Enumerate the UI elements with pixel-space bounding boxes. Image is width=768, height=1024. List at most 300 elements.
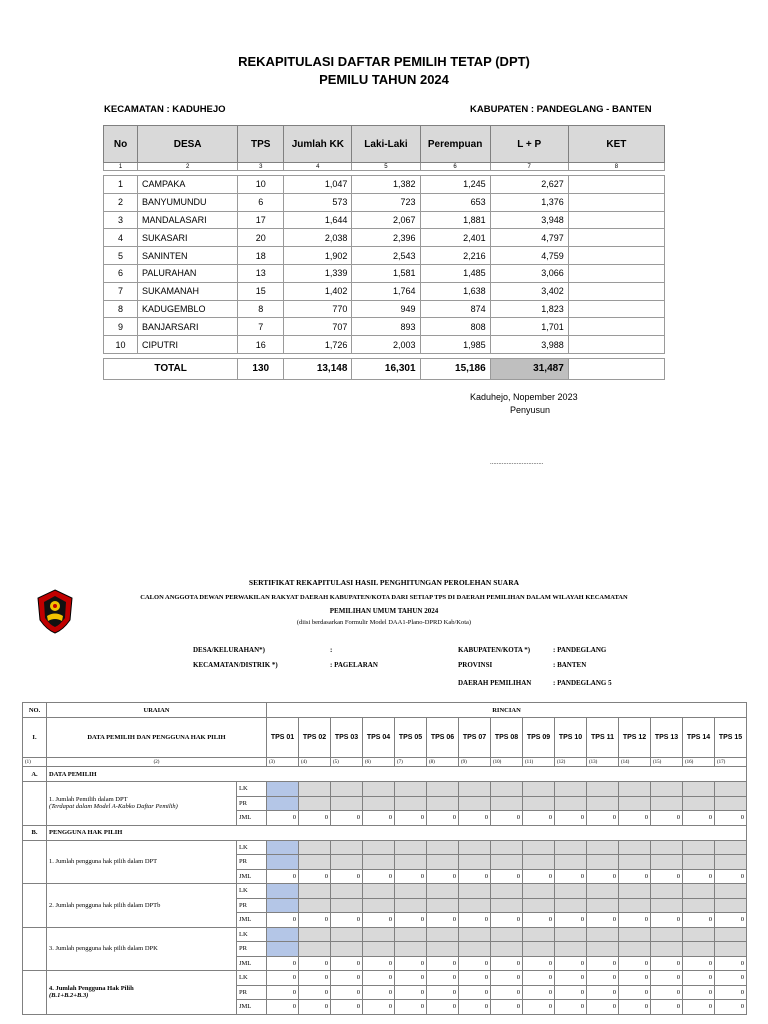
value-cell bbox=[619, 898, 651, 913]
column-index: 1 bbox=[104, 163, 138, 171]
table-cell: 18 bbox=[238, 247, 284, 265]
value-cell bbox=[459, 840, 491, 855]
value-cell bbox=[523, 884, 555, 899]
a1-label-line: (Terdapat dalam Model A-Kabko Daftar Pemilih) bbox=[49, 803, 178, 811]
column-header: L + P bbox=[490, 126, 568, 163]
value-cell: 0 bbox=[299, 811, 331, 826]
gender-label: PR bbox=[237, 898, 267, 913]
value-cell bbox=[715, 782, 747, 797]
value-cell bbox=[587, 796, 619, 811]
table-cell: 7 bbox=[238, 318, 284, 336]
section-row bbox=[23, 767, 747, 782]
section-no: A. bbox=[23, 767, 47, 782]
value-cell: 0 bbox=[651, 811, 683, 826]
value-cell: 0 bbox=[587, 913, 619, 928]
table-cell: 2,038 bbox=[284, 229, 352, 247]
value-cell bbox=[651, 855, 683, 870]
dapil-value: : PANDEGLANG 5 bbox=[553, 679, 612, 687]
table-cell: 6 bbox=[238, 193, 284, 211]
value-cell: 0 bbox=[395, 956, 427, 971]
tps-header: TPS 06 bbox=[427, 718, 459, 758]
value-cell bbox=[619, 884, 651, 899]
value-cell bbox=[395, 782, 427, 797]
column-index: 2 bbox=[138, 163, 238, 171]
total-kk: 13,148 bbox=[284, 358, 352, 379]
value-cell: 0 bbox=[683, 956, 715, 971]
table-cell: MANDALASARI bbox=[138, 211, 238, 229]
table-cell: 1,339 bbox=[284, 264, 352, 282]
table-row bbox=[104, 282, 665, 300]
table-cell: 4,759 bbox=[490, 247, 568, 265]
value-cell bbox=[619, 927, 651, 942]
value-cell: 0 bbox=[523, 869, 555, 884]
value-cell: 0 bbox=[683, 869, 715, 884]
signature-role: Penyusun bbox=[510, 405, 551, 415]
tps-header: TPS 07 bbox=[459, 718, 491, 758]
table-cell: 5 bbox=[104, 247, 138, 265]
report-subtitle: PEMILU TAHUN 2024 bbox=[319, 72, 449, 87]
value-cell: 0 bbox=[363, 956, 395, 971]
table-row bbox=[104, 300, 665, 318]
value-cell: 0 bbox=[683, 985, 715, 1000]
value-cell: 0 bbox=[619, 1000, 651, 1015]
table-cell: 3 bbox=[104, 211, 138, 229]
table-cell: 707 bbox=[284, 318, 352, 336]
gender-label: JML bbox=[237, 956, 267, 971]
value-cell: 0 bbox=[299, 985, 331, 1000]
value-cell bbox=[587, 927, 619, 942]
value-cell: 0 bbox=[491, 1000, 523, 1015]
row-no bbox=[23, 840, 47, 884]
value-cell: 0 bbox=[331, 811, 363, 826]
value-cell bbox=[651, 782, 683, 797]
table-cell: 1,902 bbox=[284, 247, 352, 265]
value-cell bbox=[683, 855, 715, 870]
signature-line: ................................ bbox=[490, 460, 544, 466]
value-cell bbox=[491, 927, 523, 942]
table-cell: BANJARSARI bbox=[138, 318, 238, 336]
signature-place-date: Kaduhejo, Nopember 2023 bbox=[470, 392, 578, 402]
value-cell bbox=[651, 884, 683, 899]
value-cell: 0 bbox=[459, 913, 491, 928]
value-cell bbox=[683, 942, 715, 957]
table-cell: 1,764 bbox=[352, 282, 420, 300]
desa-label: DESA/KELURAHAN*) bbox=[193, 646, 265, 654]
table-cell: 3,066 bbox=[490, 264, 568, 282]
value-cell bbox=[267, 796, 299, 811]
value-cell bbox=[683, 884, 715, 899]
b4-lk bbox=[23, 971, 747, 986]
kabupaten-label: KABUPATEN : PANDEGLANG - BANTEN bbox=[470, 104, 652, 115]
value-cell: 0 bbox=[459, 1000, 491, 1015]
value-cell bbox=[331, 898, 363, 913]
roman-number: I. bbox=[23, 718, 47, 758]
value-cell bbox=[491, 884, 523, 899]
value-cell: 0 bbox=[651, 913, 683, 928]
value-cell: 0 bbox=[555, 985, 587, 1000]
gender-label: LK bbox=[237, 840, 267, 855]
value-cell bbox=[523, 927, 555, 942]
table-cell: 1,581 bbox=[352, 264, 420, 282]
value-cell: 0 bbox=[363, 1000, 395, 1015]
dapil-label: DAERAH PEMILIHAN bbox=[458, 679, 532, 687]
column-index: (7) bbox=[395, 758, 427, 767]
b4-label-line: (B.1+B.2+B.3) bbox=[49, 992, 89, 1000]
b1-label-line: 1. Jumlah pengguna hak pilih dalam DPT bbox=[49, 858, 158, 866]
column-index: (15) bbox=[651, 758, 683, 767]
value-cell bbox=[299, 782, 331, 797]
value-cell bbox=[619, 782, 651, 797]
value-cell: 0 bbox=[331, 956, 363, 971]
value-cell bbox=[587, 884, 619, 899]
table-cell: 2,627 bbox=[490, 176, 568, 194]
column-index: (1) bbox=[23, 758, 47, 767]
column-index: (16) bbox=[683, 758, 715, 767]
kecamatan-label: KECAMATAN : KADUHEJO bbox=[104, 104, 226, 115]
value-cell: 0 bbox=[555, 956, 587, 971]
tps-header-row bbox=[23, 718, 747, 758]
value-cell bbox=[651, 942, 683, 957]
table-cell: 1,701 bbox=[490, 318, 568, 336]
table-cell: 1,382 bbox=[352, 176, 420, 194]
provinsi-value: : BANTEN bbox=[553, 661, 587, 669]
b2-label bbox=[47, 884, 237, 928]
column-header: Jumlah KK bbox=[284, 126, 352, 163]
certificate-note: (diisi berdasarkan Formulir Model DAA1-Plano-DPRD Kab/Kota) bbox=[296, 619, 472, 626]
value-cell: 0 bbox=[363, 869, 395, 884]
value-cell bbox=[523, 942, 555, 957]
value-cell bbox=[459, 782, 491, 797]
table-cell: 1 bbox=[104, 176, 138, 194]
b4-label-line: 4. Jumlah Pengguna Hak Pilih bbox=[49, 984, 134, 992]
certificate-title: SERTIFIKAT REKAPITULASI HASIL PENGHITUNGAN PEROLEHAN SUARA bbox=[248, 578, 520, 587]
value-cell bbox=[331, 840, 363, 855]
value-cell: 0 bbox=[267, 1000, 299, 1015]
tps-header: TPS 12 bbox=[619, 718, 651, 758]
value-cell: 0 bbox=[587, 1000, 619, 1015]
value-cell bbox=[555, 927, 587, 942]
table-cell bbox=[568, 318, 664, 336]
column-index: (2) bbox=[47, 758, 267, 767]
table-cell: 9 bbox=[104, 318, 138, 336]
column-index: (10) bbox=[491, 758, 523, 767]
table-cell: 1,823 bbox=[490, 300, 568, 318]
value-cell: 0 bbox=[491, 985, 523, 1000]
value-cell bbox=[491, 855, 523, 870]
value-cell: 0 bbox=[363, 985, 395, 1000]
value-cell bbox=[427, 927, 459, 942]
value-cell: 0 bbox=[395, 971, 427, 986]
value-cell: 0 bbox=[683, 971, 715, 986]
certificate-table bbox=[22, 702, 747, 1015]
value-cell bbox=[651, 927, 683, 942]
value-cell bbox=[619, 942, 651, 957]
data-header: DATA PEMILIH DAN PENGGUNA HAK PILIH bbox=[47, 718, 267, 758]
value-cell: 0 bbox=[459, 971, 491, 986]
table-cell bbox=[568, 282, 664, 300]
value-cell: 0 bbox=[651, 971, 683, 986]
table-cell bbox=[568, 176, 664, 194]
column-index: (6) bbox=[363, 758, 395, 767]
value-cell: 0 bbox=[267, 971, 299, 986]
table-row bbox=[104, 176, 665, 194]
table-cell: 1,485 bbox=[420, 264, 490, 282]
value-cell bbox=[299, 840, 331, 855]
column-index: (8) bbox=[427, 758, 459, 767]
value-cell: 0 bbox=[715, 811, 747, 826]
column-index: (9) bbox=[459, 758, 491, 767]
value-cell bbox=[555, 898, 587, 913]
table-cell bbox=[568, 264, 664, 282]
dpt-table bbox=[103, 125, 665, 380]
table-cell: 7 bbox=[104, 282, 138, 300]
no-header: NO. bbox=[23, 703, 47, 718]
table-row bbox=[104, 247, 665, 265]
total-perempuan: 15,186 bbox=[420, 358, 490, 379]
table-cell: 1,985 bbox=[420, 336, 490, 354]
table-cell: 573 bbox=[284, 193, 352, 211]
table-cell: 3,402 bbox=[490, 282, 568, 300]
value-cell: 0 bbox=[683, 913, 715, 928]
value-cell: 0 bbox=[555, 869, 587, 884]
value-cell: 0 bbox=[427, 913, 459, 928]
table-cell: 3,948 bbox=[490, 211, 568, 229]
table-cell: 10 bbox=[104, 336, 138, 354]
value-cell bbox=[651, 796, 683, 811]
table-cell: 10 bbox=[238, 176, 284, 194]
column-header: KET bbox=[568, 126, 664, 163]
value-cell bbox=[427, 796, 459, 811]
gender-label: PR bbox=[237, 855, 267, 870]
table-cell: 1,644 bbox=[284, 211, 352, 229]
value-cell: 0 bbox=[587, 811, 619, 826]
tps-header: TPS 14 bbox=[683, 718, 715, 758]
value-cell bbox=[395, 927, 427, 942]
value-cell: 0 bbox=[427, 869, 459, 884]
value-cell bbox=[299, 884, 331, 899]
value-cell bbox=[267, 898, 299, 913]
value-cell: 0 bbox=[683, 811, 715, 826]
value-cell bbox=[363, 796, 395, 811]
value-cell: 0 bbox=[427, 971, 459, 986]
table-cell: 8 bbox=[238, 300, 284, 318]
table-cell bbox=[568, 300, 664, 318]
value-cell bbox=[587, 942, 619, 957]
value-cell bbox=[459, 942, 491, 957]
value-cell bbox=[555, 840, 587, 855]
value-cell bbox=[459, 898, 491, 913]
value-cell bbox=[299, 855, 331, 870]
value-cell: 0 bbox=[715, 956, 747, 971]
value-cell bbox=[715, 927, 747, 942]
value-cell: 0 bbox=[651, 956, 683, 971]
value-cell bbox=[395, 884, 427, 899]
table-cell: KADUGEMBLO bbox=[138, 300, 238, 318]
value-cell bbox=[587, 855, 619, 870]
table-cell: 1,245 bbox=[420, 176, 490, 194]
table-cell bbox=[568, 211, 664, 229]
value-cell bbox=[523, 782, 555, 797]
value-cell bbox=[683, 898, 715, 913]
table-cell bbox=[568, 193, 664, 211]
table-cell: 4 bbox=[104, 229, 138, 247]
value-cell: 0 bbox=[395, 913, 427, 928]
value-cell bbox=[683, 927, 715, 942]
tps-header: TPS 05 bbox=[395, 718, 427, 758]
column-header: No bbox=[104, 126, 138, 163]
value-cell bbox=[267, 840, 299, 855]
value-cell: 0 bbox=[715, 869, 747, 884]
value-cell bbox=[619, 840, 651, 855]
gender-label: JML bbox=[237, 913, 267, 928]
value-cell bbox=[427, 855, 459, 870]
value-cell bbox=[619, 796, 651, 811]
a1-label bbox=[47, 782, 237, 826]
row-no bbox=[23, 971, 47, 1015]
value-cell bbox=[555, 855, 587, 870]
table-cell: SUKASARI bbox=[138, 229, 238, 247]
value-cell bbox=[331, 884, 363, 899]
value-cell: 0 bbox=[459, 811, 491, 826]
row-no bbox=[23, 884, 47, 928]
table-cell: 723 bbox=[352, 193, 420, 211]
value-cell bbox=[427, 840, 459, 855]
column-index: (11) bbox=[523, 758, 555, 767]
desa-value: : bbox=[330, 646, 333, 654]
b4-label bbox=[47, 971, 237, 1015]
value-cell: 0 bbox=[619, 913, 651, 928]
table-cell: 2,543 bbox=[352, 247, 420, 265]
value-cell: 0 bbox=[491, 913, 523, 928]
b2-label-line: 2. Jumlah pengguna hak pilih dalam DPTb bbox=[49, 901, 161, 909]
value-cell bbox=[459, 796, 491, 811]
value-cell bbox=[555, 796, 587, 811]
certificate-subtitle-2: PEMILIHAN UMUM TAHUN 2024 bbox=[329, 607, 439, 615]
table-cell bbox=[568, 336, 664, 354]
value-cell bbox=[683, 796, 715, 811]
tps-header: TPS 11 bbox=[587, 718, 619, 758]
table-cell: BANYUMUNDU bbox=[138, 193, 238, 211]
table-cell: 2 bbox=[104, 193, 138, 211]
value-cell: 0 bbox=[363, 971, 395, 986]
total-lp: 31,487 bbox=[490, 358, 568, 379]
b2-lk bbox=[23, 884, 747, 899]
table-row bbox=[104, 318, 665, 336]
value-cell bbox=[555, 884, 587, 899]
value-cell bbox=[395, 942, 427, 957]
value-cell bbox=[587, 898, 619, 913]
gender-label: JML bbox=[237, 811, 267, 826]
gender-label: PR bbox=[237, 942, 267, 957]
value-cell: 0 bbox=[459, 985, 491, 1000]
gender-label: PR bbox=[237, 796, 267, 811]
value-cell: 0 bbox=[651, 1000, 683, 1015]
value-cell bbox=[459, 927, 491, 942]
column-header: Laki-Laki bbox=[352, 126, 420, 163]
value-cell: 0 bbox=[427, 985, 459, 1000]
table-cell: 3,988 bbox=[490, 336, 568, 354]
tps-header: TPS 03 bbox=[331, 718, 363, 758]
table-cell bbox=[568, 247, 664, 265]
table-cell: 653 bbox=[420, 193, 490, 211]
column-index: (13) bbox=[587, 758, 619, 767]
table-cell: 808 bbox=[420, 318, 490, 336]
report-title: REKAPITULASI DAFTAR PEMILIH TETAP (DPT) bbox=[238, 54, 530, 69]
value-cell bbox=[491, 898, 523, 913]
value-cell bbox=[651, 840, 683, 855]
section-label: PENGGUNA HAK PILIH bbox=[47, 825, 747, 840]
column-index: 8 bbox=[568, 163, 664, 171]
table-cell: 20 bbox=[238, 229, 284, 247]
value-cell: 0 bbox=[523, 913, 555, 928]
value-cell bbox=[523, 796, 555, 811]
gender-label: LK bbox=[237, 927, 267, 942]
table-cell: 6 bbox=[104, 264, 138, 282]
value-cell bbox=[331, 855, 363, 870]
table-row bbox=[104, 211, 665, 229]
value-cell bbox=[523, 898, 555, 913]
column-index: (12) bbox=[555, 758, 587, 767]
value-cell: 0 bbox=[331, 985, 363, 1000]
value-cell bbox=[715, 840, 747, 855]
gender-label: LK bbox=[237, 884, 267, 899]
value-cell: 0 bbox=[363, 811, 395, 826]
value-cell bbox=[715, 898, 747, 913]
uraian-header: URAIAN bbox=[47, 703, 267, 718]
row-no bbox=[23, 927, 47, 971]
value-cell: 0 bbox=[587, 971, 619, 986]
gender-label: LK bbox=[237, 782, 267, 797]
a1-label-line: 1. Jumlah Pemilih dalam DPT bbox=[49, 795, 128, 803]
header-row bbox=[23, 703, 747, 718]
b3-lk bbox=[23, 927, 747, 942]
tps-header: TPS 01 bbox=[267, 718, 299, 758]
value-cell bbox=[459, 855, 491, 870]
value-cell: 0 bbox=[299, 913, 331, 928]
table-cell: CIPUTRI bbox=[138, 336, 238, 354]
value-cell: 0 bbox=[363, 913, 395, 928]
tps-header: TPS 09 bbox=[523, 718, 555, 758]
value-cell bbox=[651, 898, 683, 913]
tps-header: TPS 13 bbox=[651, 718, 683, 758]
table-cell: 15 bbox=[238, 282, 284, 300]
table-cell: 16 bbox=[238, 336, 284, 354]
value-cell: 0 bbox=[491, 811, 523, 826]
column-index-row bbox=[104, 163, 665, 171]
column-header: TPS bbox=[238, 126, 284, 163]
value-cell bbox=[427, 782, 459, 797]
value-cell: 0 bbox=[331, 971, 363, 986]
table-cell: 2,216 bbox=[420, 247, 490, 265]
table-cell: 2,401 bbox=[420, 229, 490, 247]
value-cell: 0 bbox=[555, 811, 587, 826]
value-cell bbox=[555, 942, 587, 957]
certificate-subtitle-1: CALON ANGGOTA DEWAN PERWAKILAN RAKYAT DAERAH KABUPATEN/KOTA DARI SETIAP TPS DI DAERAH PEMILIHAN DALAM WILAYAH KECAMATAN bbox=[140, 594, 628, 601]
b1-lk bbox=[23, 840, 747, 855]
total-ket bbox=[568, 358, 664, 379]
table-cell: 1,881 bbox=[420, 211, 490, 229]
value-cell bbox=[395, 855, 427, 870]
column-index: (17) bbox=[715, 758, 747, 767]
value-cell bbox=[491, 782, 523, 797]
value-cell: 0 bbox=[267, 913, 299, 928]
total-label: TOTAL bbox=[104, 358, 238, 379]
value-cell: 0 bbox=[395, 985, 427, 1000]
table-cell: 1,376 bbox=[490, 193, 568, 211]
value-cell bbox=[363, 927, 395, 942]
table-cell: 1,402 bbox=[284, 282, 352, 300]
table-cell: SUKAMANAH bbox=[138, 282, 238, 300]
